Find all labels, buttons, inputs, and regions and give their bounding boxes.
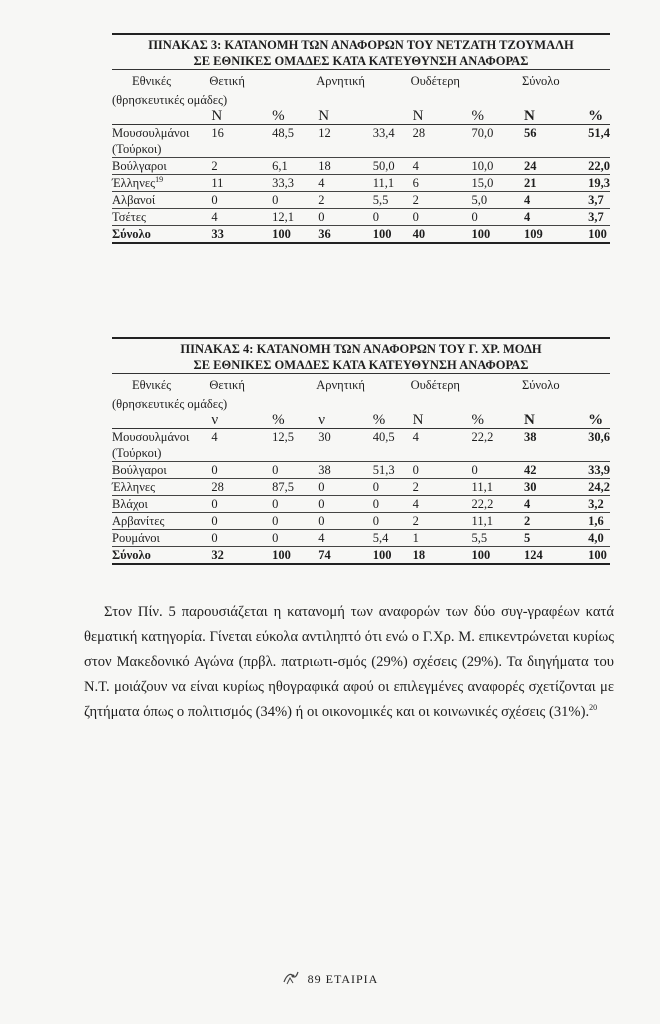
ornament-icon	[282, 970, 300, 990]
header-row	[112, 70, 610, 92]
negative-header: Αρνητική	[316, 74, 365, 88]
table-cell: 56	[516, 125, 568, 158]
table-3	[112, 33, 610, 244]
row-label	[112, 479, 203, 496]
total-cell: 40	[405, 226, 452, 244]
unit-header: %	[353, 412, 405, 429]
total-cell: 32	[203, 547, 252, 565]
table-title-line-1: ΠΙΝΑΚΑΣ 3: ΚΑΤΑΝΟΜΗ ΤΩΝ ΑΝΑΦΟΡΩΝ ΤΟΥ ΝΕΤΖΑΤΗ ΤΖΟΥΜΑΛΗ	[148, 38, 574, 52]
total-cell: 36	[310, 226, 352, 244]
table-cell: 51,3	[353, 462, 405, 479]
table-4-body	[112, 374, 610, 564]
table-cell: 4	[203, 209, 252, 226]
unit-header: ν	[203, 412, 252, 429]
total-cell: 100	[252, 226, 310, 244]
unit-header: N	[405, 412, 452, 429]
total-cell: 74	[310, 547, 352, 565]
table-4-title	[112, 339, 610, 373]
table-cell: 11,1	[452, 479, 516, 496]
table-cell: 15,0	[452, 175, 516, 192]
table-cell: 33,9	[568, 462, 610, 479]
total-cell: 100	[452, 226, 516, 244]
table-cell: 4	[310, 175, 352, 192]
row-label	[112, 530, 203, 547]
table-cell: 50,0	[353, 158, 405, 175]
empty-cell	[310, 396, 352, 412]
empty-cell	[353, 92, 405, 108]
row-label	[112, 158, 203, 175]
table-cell: 4	[203, 429, 252, 462]
empty-cell	[310, 92, 352, 108]
footnote-ref: 20	[589, 703, 598, 713]
table-title-line-2: ΣΕ ΕΘΝΙΚΕΣ ΟΜΑΔΕΣ ΚΑΤΑ ΚΑΤΕΥΘΥΝΣΗ ΑΝΑΦΟΡΑΣ	[193, 54, 529, 68]
row-label	[112, 175, 203, 192]
unit-header: %	[252, 108, 310, 125]
footnote-ref: 19	[155, 174, 164, 184]
table-row	[112, 496, 610, 513]
table-cell: 5	[516, 530, 568, 547]
group-subheader: (θρησκευτικές ομάδες)	[112, 93, 228, 107]
table-cell: 2	[405, 479, 452, 496]
table-cell: 12	[310, 125, 352, 158]
table-cell: 19,3	[568, 175, 610, 192]
row-name-line-2: (Τούρκοι)	[112, 446, 162, 460]
table-cell: 0	[203, 530, 252, 547]
table-row	[112, 479, 610, 496]
total-cell: 100	[252, 547, 310, 565]
table-row	[112, 125, 610, 158]
empty-cell	[452, 396, 516, 412]
table-cell: 0	[252, 513, 310, 530]
empty-cell	[112, 108, 203, 125]
unit-header	[353, 108, 405, 125]
table-cell: 48,5	[252, 125, 310, 158]
table-row	[112, 175, 610, 192]
table-row	[112, 158, 610, 175]
empty-cell	[568, 396, 610, 412]
table-cell: 10,0	[452, 158, 516, 175]
total-label: Σύνολο	[112, 547, 203, 565]
table-cell: 4	[405, 429, 452, 462]
table-cell: 0	[353, 479, 405, 496]
table-cell: 18	[310, 158, 352, 175]
negative-header: Αρνητική	[316, 378, 365, 392]
table-cell: 0	[452, 209, 516, 226]
row-label	[112, 209, 203, 226]
table-cell: 2	[405, 192, 452, 209]
table-row	[112, 513, 610, 530]
row-name: Τσέτες	[112, 210, 146, 224]
unit-header: ν	[310, 412, 352, 429]
table-cell: 0	[310, 513, 352, 530]
table-cell: 11,1	[353, 175, 405, 192]
table-3-body	[112, 70, 610, 243]
table-cell: 22,2	[452, 429, 516, 462]
table-cell: 3,7	[568, 209, 610, 226]
table-cell: 11,1	[452, 513, 516, 530]
total-cell: 100	[353, 226, 405, 244]
row-name: Ρουμάνοι	[112, 531, 160, 545]
paragraph-text: Στον Πίν. 5 παρουσιάζεται η κατανομή των αναφορών των δύο συγ-γραφέων κατά θεματική κατηγορία. Γίνεται εύκολα αντιληπτό ότι ενώ ο Γ.Χρ. Μ. επικεντρώνεται κυρίως στον Μακεδονικό Αγώνα (πρβλ. πατριωτι-σμός (29%) σχέσεις (29%). Τα διηγήματα του Ν.Τ. μοιάζουν να είναι κυρίως ηθογραφικά αφού οι επιλεγμένες αναφορές σχετίζονται με ζητήματα όπως ο πολιτισμός (34%) ή οι οικονομικές και οι κοινωνικές σχέσεις (31%).	[84, 604, 614, 720]
table-cell: 1	[405, 530, 452, 547]
table-cell: 1,6	[568, 513, 610, 530]
row-name: Αλβανοί	[112, 193, 156, 207]
table-cell: 22,2	[452, 496, 516, 513]
table-cell: 4,0	[568, 530, 610, 547]
row-name: Βούλγαροι	[112, 159, 167, 173]
table-4	[112, 337, 610, 565]
table-cell: 33,3	[252, 175, 310, 192]
table-cell: 51,4	[568, 125, 610, 158]
table-cell: 2	[203, 158, 252, 175]
table-cell: 24,2	[568, 479, 610, 496]
row-label	[112, 462, 203, 479]
table-cell: 0	[203, 462, 252, 479]
total-cell: 124	[516, 547, 568, 565]
row-name: Έλληνες	[112, 480, 156, 494]
row-name: Μουσουλμάνοι	[112, 430, 190, 444]
header-subrow	[112, 396, 610, 412]
table-cell: 0	[353, 513, 405, 530]
table-cell: 0	[310, 209, 352, 226]
unit-row	[112, 412, 610, 429]
page-footer	[0, 970, 660, 990]
table-cell: 42	[516, 462, 568, 479]
row-name: Βούλγαροι	[112, 463, 167, 477]
table-3-title	[112, 35, 610, 69]
total-label: Σύνολο	[112, 226, 203, 244]
table-title-line-1: ΠΙΝΑΚΑΣ 4: ΚΑΤΑΝΟΜΗ ΤΩΝ ΑΝΑΦΟΡΩΝ ΤΟΥ Γ. ΧΡ. ΜΟΔΗ	[180, 342, 542, 356]
total-row	[112, 547, 610, 565]
table-row	[112, 462, 610, 479]
table-cell: 24	[516, 158, 568, 175]
total-cell: 109	[516, 226, 568, 244]
table-cell: 4	[516, 209, 568, 226]
table-cell: 16	[203, 125, 252, 158]
table-cell: 0	[252, 462, 310, 479]
unit-header: N	[516, 412, 568, 429]
row-name: Αρβανίτες	[112, 514, 165, 528]
empty-cell	[112, 412, 203, 429]
unit-header: %	[452, 108, 516, 125]
body-paragraph	[84, 600, 614, 725]
positive-header: Θετική	[209, 378, 245, 392]
unit-header: N	[310, 108, 352, 125]
empty-cell	[353, 396, 405, 412]
page-number: 89	[307, 971, 322, 986]
table-cell: 30	[310, 429, 352, 462]
unit-header: N	[516, 108, 568, 125]
total-cell: 100	[452, 547, 516, 565]
table-cell: 5,5	[452, 530, 516, 547]
unit-row	[112, 108, 610, 125]
total-cell: 100	[568, 226, 610, 244]
header-subrow	[112, 92, 610, 108]
table-cell: 0	[203, 192, 252, 209]
total-header: Σύνολο	[521, 74, 560, 88]
table-cell: 3,2	[568, 496, 610, 513]
row-label	[112, 513, 203, 530]
row-label	[112, 125, 203, 158]
table-cell: 5,5	[353, 192, 405, 209]
table-cell: 38	[310, 462, 352, 479]
neutral-header: Ουδέτερη	[410, 378, 460, 392]
empty-cell	[405, 396, 452, 412]
table-cell: 0	[252, 530, 310, 547]
table-cell: 87,5	[252, 479, 310, 496]
table-cell: 6	[405, 175, 452, 192]
table-row	[112, 209, 610, 226]
table-cell: 0	[353, 209, 405, 226]
empty-cell	[405, 92, 452, 108]
total-cell: 100	[353, 547, 405, 565]
table-cell: 5,0	[452, 192, 516, 209]
row-name: Έλληνες	[112, 176, 156, 190]
table-cell: 0	[310, 479, 352, 496]
group-header: Εθνικές	[132, 378, 172, 392]
table-cell: 70,0	[452, 125, 516, 158]
empty-cell	[516, 396, 568, 412]
group-subheader: (θρησκευτικές ομάδες)	[112, 397, 228, 411]
table-3-grid	[112, 70, 610, 244]
table-cell: 3,7	[568, 192, 610, 209]
table-cell: 0	[405, 462, 452, 479]
row-name: Βλάχοι	[112, 497, 148, 511]
table-cell: 0	[203, 513, 252, 530]
table-cell: 12,5	[252, 429, 310, 462]
row-name: Μουσουλμάνοι	[112, 126, 190, 140]
table-cell: 28	[203, 479, 252, 496]
empty-cell	[452, 92, 516, 108]
unit-header: %	[452, 412, 516, 429]
table-cell: 4	[516, 192, 568, 209]
row-label	[112, 429, 203, 462]
table-cell: 30,6	[568, 429, 610, 462]
neutral-header: Ουδέτερη	[410, 74, 460, 88]
table-title-line-2: ΣΕ ΕΘΝΙΚΕΣ ΟΜΑΔΕΣ ΚΑΤΑ ΚΑΤΕΥΘΥΝΣΗ ΑΝΑΦΟΡΑΣ	[193, 358, 529, 372]
table-cell: 0	[252, 496, 310, 513]
table-cell: 0	[252, 192, 310, 209]
total-cell: 33	[203, 226, 252, 244]
table-cell: 0	[203, 496, 252, 513]
table-row	[112, 530, 610, 547]
unit-header: %	[568, 412, 610, 429]
table-cell: 22,0	[568, 158, 610, 175]
table-cell: 2	[310, 192, 352, 209]
total-header: Σύνολο	[521, 378, 560, 392]
table-cell: 11	[203, 175, 252, 192]
empty-cell	[568, 92, 610, 108]
total-cell: 18	[405, 547, 452, 565]
table-cell: 12,1	[252, 209, 310, 226]
table-cell: 40,5	[353, 429, 405, 462]
unit-header: N	[203, 108, 252, 125]
table-cell: 4	[405, 496, 452, 513]
table-cell: 33,4	[353, 125, 405, 158]
table-cell: 2	[405, 513, 452, 530]
table-cell: 4	[516, 496, 568, 513]
table-cell: 0	[452, 462, 516, 479]
total-row	[112, 226, 610, 244]
table-cell: 0	[310, 496, 352, 513]
empty-cell	[516, 92, 568, 108]
table-cell: 6,1	[252, 158, 310, 175]
table-cell: 2	[516, 513, 568, 530]
positive-header: Θετική	[209, 74, 245, 88]
table-cell: 0	[353, 496, 405, 513]
footer-label: ΕΤΑΙΡΙΑ	[325, 971, 379, 986]
header-row	[112, 374, 610, 396]
table-cell: 30	[516, 479, 568, 496]
total-cell: 100	[568, 547, 610, 565]
unit-header: N	[405, 108, 452, 125]
row-label	[112, 496, 203, 513]
table-row	[112, 429, 610, 462]
table-cell: 38	[516, 429, 568, 462]
table-4-grid	[112, 374, 610, 565]
unit-header: %	[252, 412, 310, 429]
table-cell: 5,4	[353, 530, 405, 547]
row-name-line-2: (Τούρκοι)	[112, 142, 162, 156]
table-cell: 4	[310, 530, 352, 547]
group-header: Εθνικές	[132, 74, 172, 88]
table-cell: 4	[405, 158, 452, 175]
unit-header: %	[568, 108, 610, 125]
table-cell: 21	[516, 175, 568, 192]
table-cell: 28	[405, 125, 452, 158]
row-label	[112, 192, 203, 209]
table-cell: 0	[405, 209, 452, 226]
table-row	[112, 192, 610, 209]
